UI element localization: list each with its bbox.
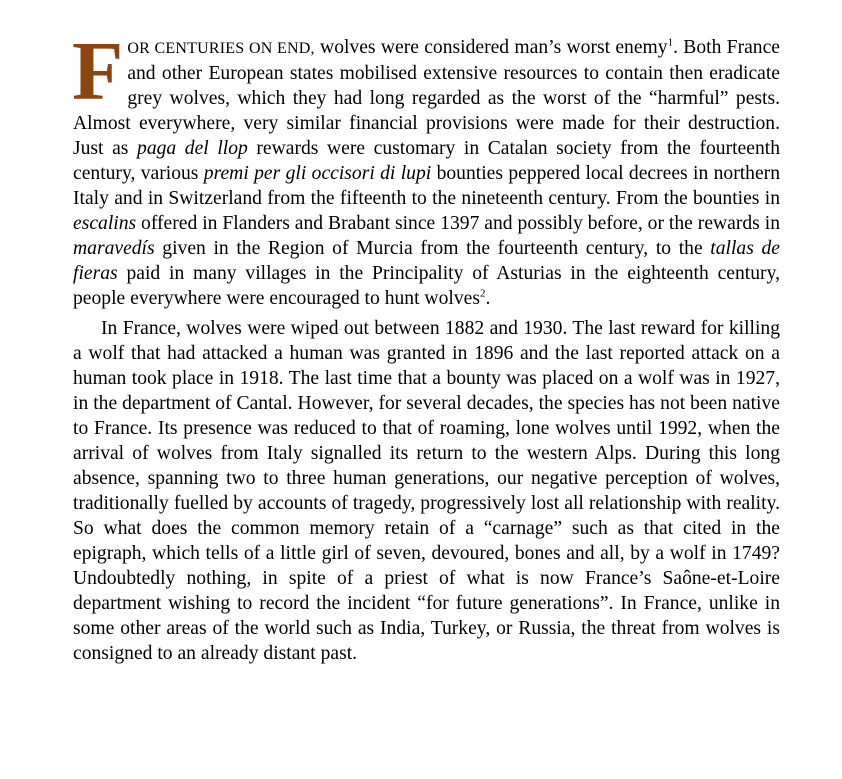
footnote-ref-2[interactable]: 2	[479, 287, 486, 300]
italic-term: premi per gli occisori di lupi	[203, 163, 432, 184]
text-run: given in the Region of Murcia from the fourteenth century, to the	[154, 238, 711, 259]
italic-term: maravedís	[73, 238, 155, 259]
text-run: bounties peppered local decrees in northern Italy and in Switzerland from the fifteenth to the nineteenth century. From the bounties in	[73, 163, 780, 209]
footnote-ref-1[interactable]: 1	[667, 36, 674, 49]
paragraph-2: In France, wolves were wiped out between 1882 and 1930. The last reward for killing a wolf that had attacked a human was granted in 1896 and the last reported attack on a human took place in 1918. The last time that a bounty was placed on a wolf was in 1927, in the department of Cantal. However, for several decades, the species has not been native to France. Its presence was reduced to that of roaming, lone wolves until 1992, when the arrival of wolves from Italy signalled its return to the western Alps. During this long absence, spanning two to three human generations, our negative perception of wolves, traditionally fuelled by accounts of tragedy, progressively lost all relationship with reality. So what does the common memory retain of a “carnage” such as that cited in the epigraph, which tells of a little girl of seven, devoured, bones and all, by a wolf in 1749? Undoubtedly nothing, in spite of a priest of what is now France’s Saône-et-Loire department wishing to record the incident “for future generations”. In France, unlike in some other areas of the world such as India, Turkey, or Russia, the threat from wolves is consigned to an already distant past.	[73, 318, 780, 664]
document-body	[72, 25, 780, 666]
italic-term: escalins	[73, 213, 137, 234]
text-run: paid in many villages in the Principality of Asturias in the eighteenth century, people everywhere were encouraged to hunt wolves	[73, 263, 780, 309]
text-run: wolves were considered man’s worst enemy	[314, 37, 668, 58]
text-run: .	[485, 288, 491, 309]
italic-term: tallas de fieras	[73, 238, 780, 284]
text-run: offered in Flanders and Brabant since 1397 and possibly before, or the rewards in	[136, 213, 780, 234]
cut-off-next-line	[73, 763, 780, 779]
drop-cap: F	[72, 25, 124, 118]
text-run: . Both France and other European states mobilised extensive resources to contain then eradicate grey wolves, which they had long regarded as the worst of the “harmful” pests. Almost everywhere, very similar financial provisions were made for their destruction. Just as	[73, 37, 780, 159]
text-run: rewards were customary in Catalan society from the fourteenth century, various	[73, 138, 780, 184]
paragraph-1	[72, 25, 780, 311]
italic-term: paga del llop	[137, 138, 248, 159]
lead-smallcaps: OR CENTURIES ON END,	[127, 40, 315, 57]
